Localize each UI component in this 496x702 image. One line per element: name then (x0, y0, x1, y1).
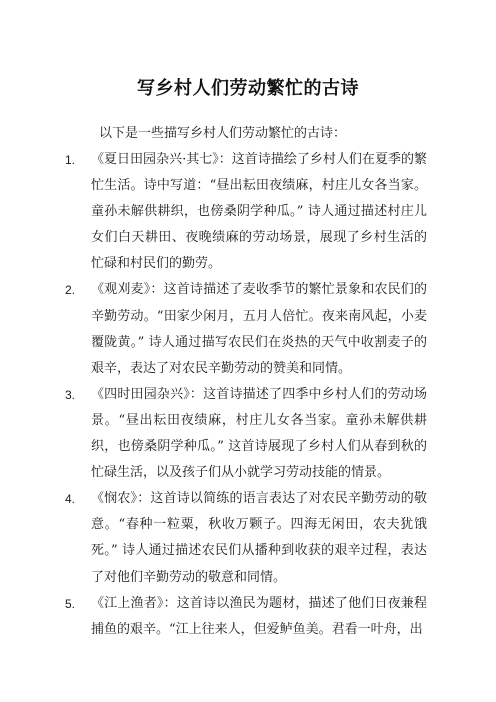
list-item-text: 《江上渔者》：这首诗以渔民为题材，描述了他们日夜兼程捕鱼的艰辛。“江上往来人，但爱鲈鱼美。君看一叶舟，出 (91, 595, 427, 637)
list-item (0, 591, 496, 643)
list-item-number: 5. (65, 596, 76, 611)
intro-paragraph: 以下是一些描写乡村人们劳动繁忙的古诗： (99, 126, 347, 141)
document-title: 写乡村人们劳动繁忙的古诗 (137, 78, 359, 99)
list-item-text: 《观刈麦》：这首诗描述了麦收季节的繁忙景象和农民们的辛勤劳动。“田家少闲月，五月人倍忙。夜来南风起，小麦覆陇黄。” 诗人通过描写农民们在炎热的天气中收割麦子的艰辛，表达了对农民辛勤劳动的赞美和同情。 (91, 282, 427, 376)
list-item-number: 4. (65, 492, 76, 507)
list-item-number: 2. (65, 283, 76, 298)
list-item-text: 《夏日田园杂兴·其七》：这首诗描绘了乡村人们在夏季的繁忙生活。诗中写道：“昼出耘田夜绩麻，村庄儿女各当家。童孙未解供耕织，也傍桑阴学种瓜。” 诗人通过描述村庄儿女们白天耕田、夜晚绩麻的劳动场景，展现了乡村生活的忙碌和村民们的勤劳。 (91, 152, 427, 272)
list-item-number: 1. (65, 153, 76, 167)
list-item (0, 147, 496, 277)
list-item-number: 3. (65, 387, 76, 402)
poem-list (0, 147, 496, 643)
list-item-text: 《四时田园杂兴》：这首诗描述了四季中乡村人们的劳动场景。“昼出耘田夜绩麻，村庄儿女各当家。童孙未解供耕织，也傍桑阴学种瓜。” 这首诗展现了乡村人们从春到秋的忙碌生活，以及孩子们从小就学习劳动技能的情景。 (91, 386, 427, 481)
list-item-text: 《悯农》：这首诗以简练的语言表达了对农民辛勤劳动的敬意。“春种一粒粟，秋收万颗子。四海无闲田，农夫犹饿死。” 诗人通过描述农民们从播种到收获的艰辛过程，表达了对他们辛勤劳动的敬意和同情。 (91, 491, 427, 585)
list-item (0, 486, 496, 590)
list-item (0, 382, 496, 486)
list-item (0, 277, 496, 381)
